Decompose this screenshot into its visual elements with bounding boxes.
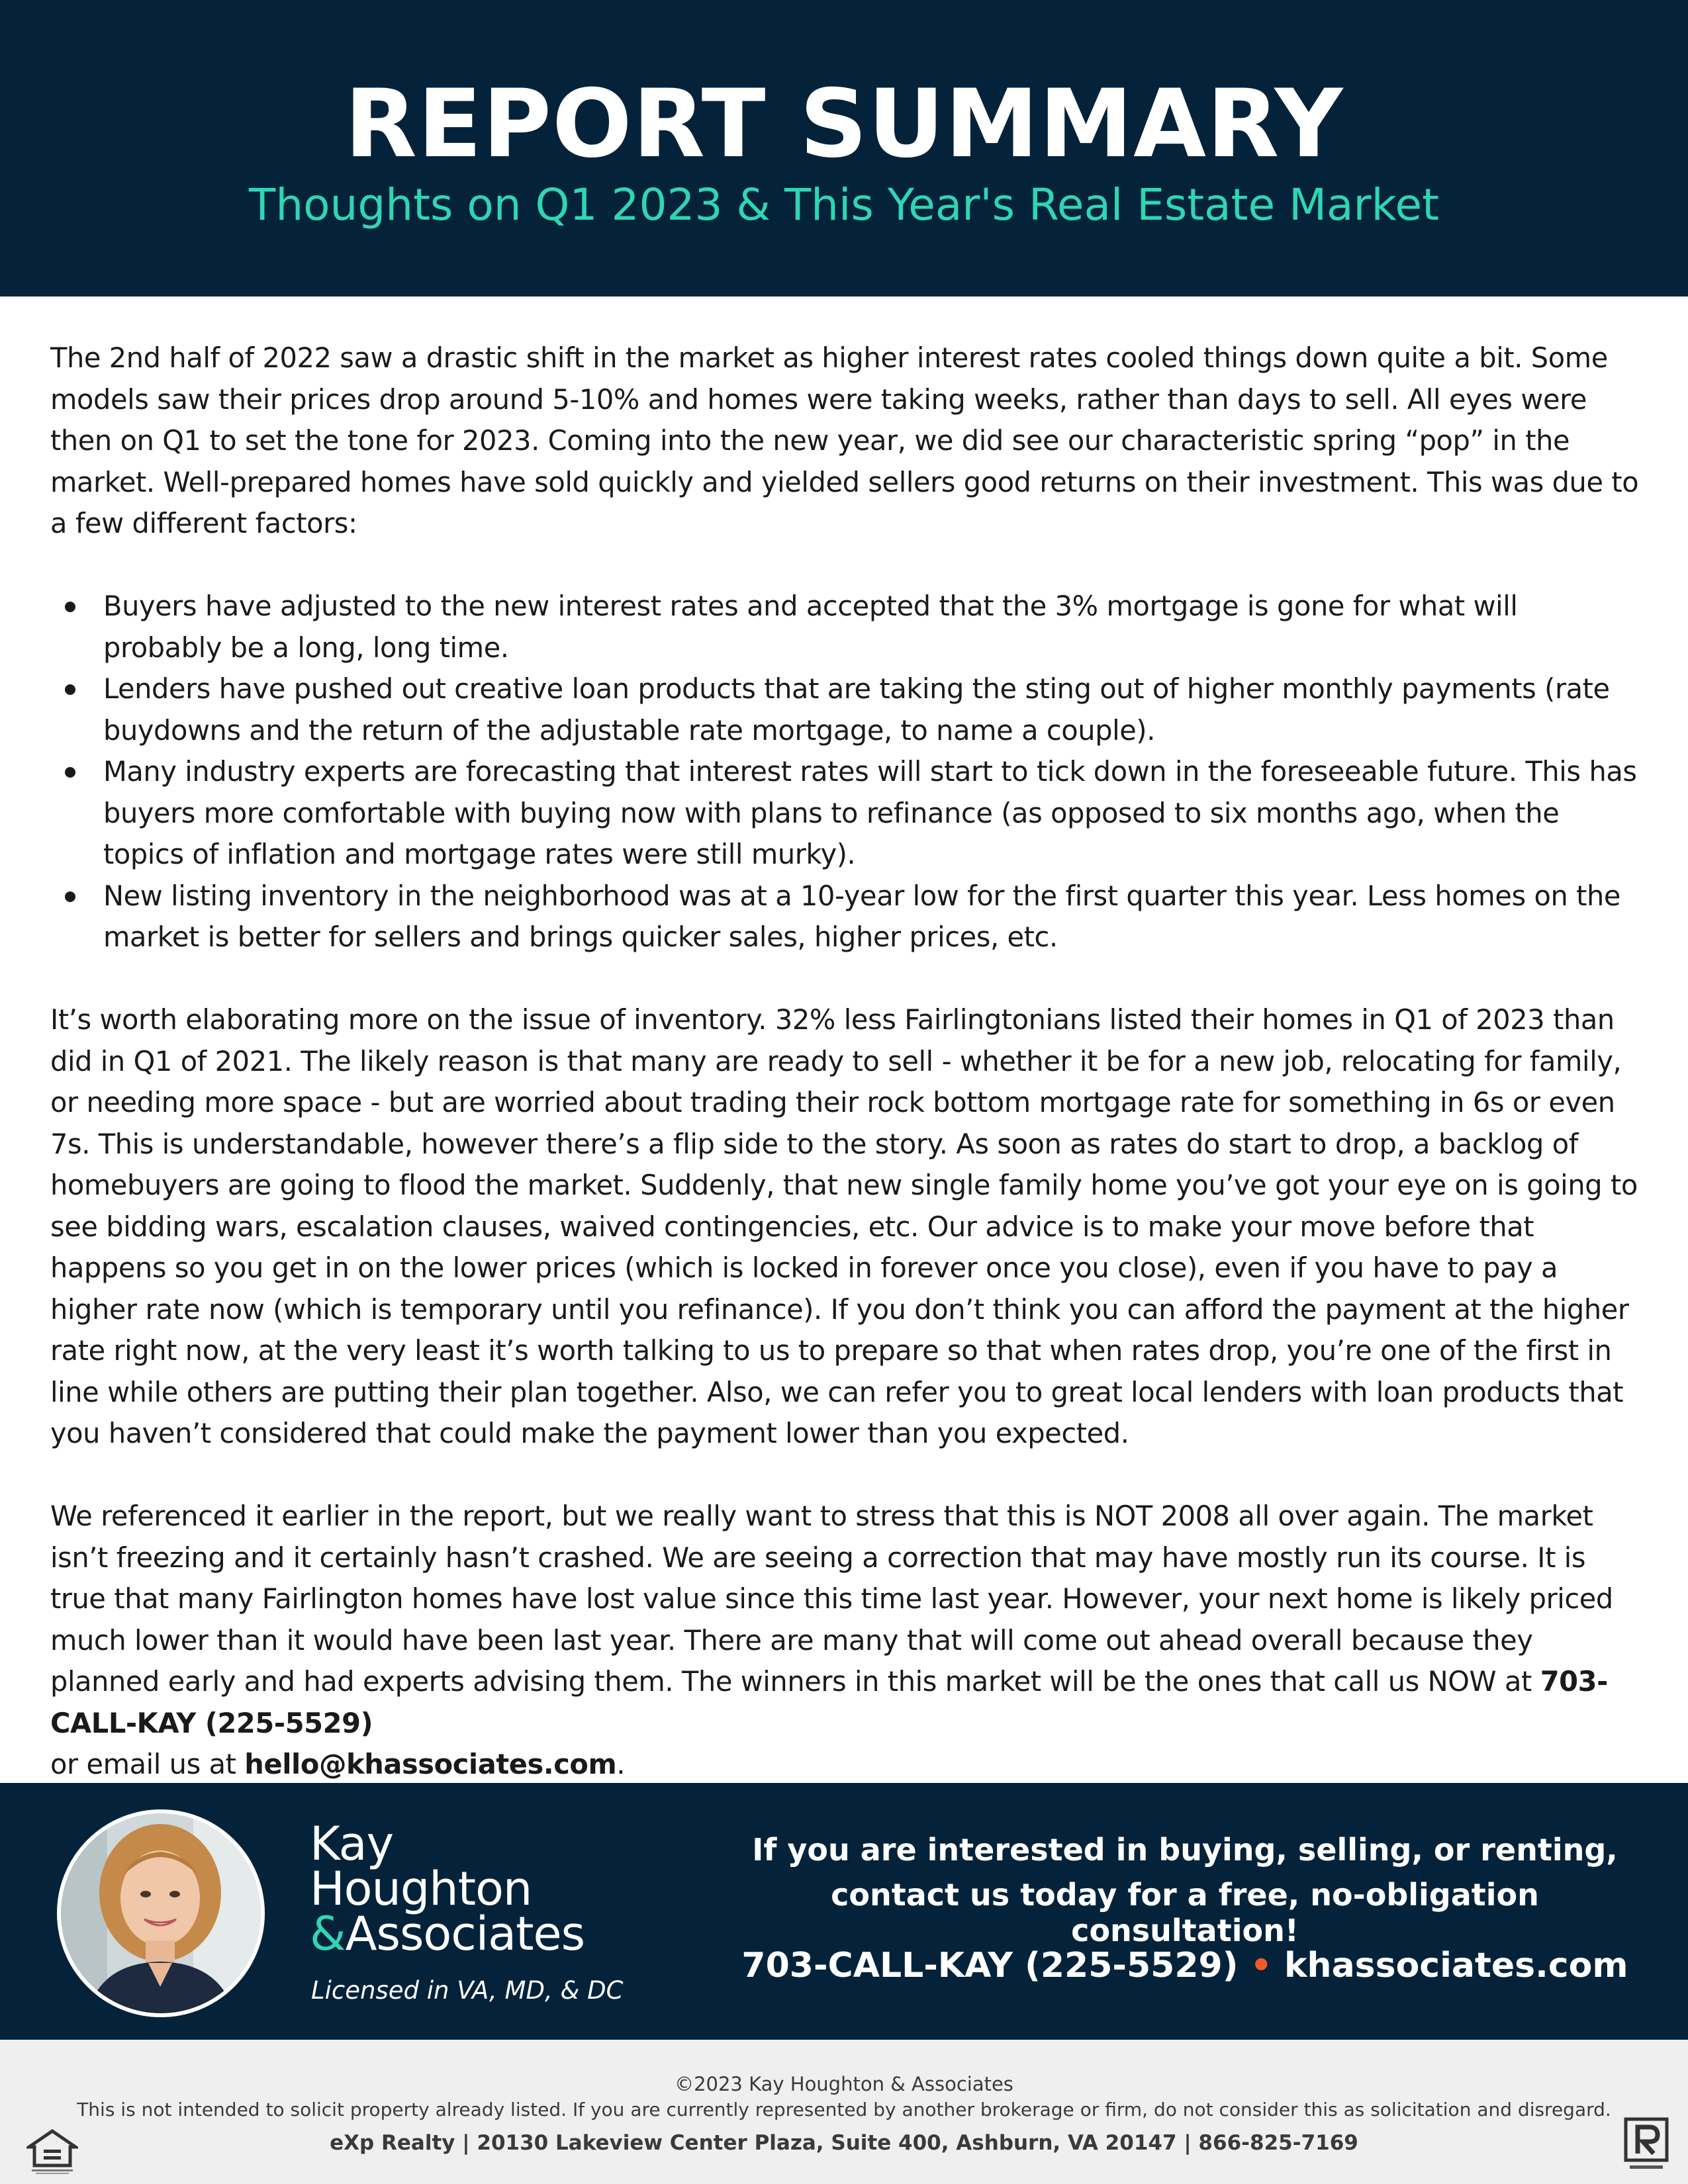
logo-line-houghton: Houghton: [310, 1862, 532, 1916]
brokerage-address: eXp Realty | 20130 Lakeview Center Plaza, Suite 400, Ashburn, VA 20147 | 866-825-7169: [330, 2131, 1358, 2155]
logo-line-associates: [310, 1907, 585, 1961]
company-logo: [310, 1817, 585, 1961]
equal-housing-opportunity-icon: [26, 2128, 78, 2176]
bullet-icon: [65, 602, 75, 612]
logo-ampersand: &: [310, 1907, 346, 1961]
licensed-note: Licensed in VA, MD, & DC: [311, 1976, 624, 2005]
list-item-text: Lenders have pushed out creative loan products that are taking the sting out of higher monthly payments (rate buydowns and the return of the adjustable rate mortgage, to name a couple).: [103, 672, 1610, 747]
disclaimer-text: This is not intended to solicit property already listed. If you are currently represented by another brokerage or firm, do not consider this as solicitation and disregard.: [77, 2099, 1611, 2120]
bullet-icon: [65, 684, 75, 695]
report-body: [50, 338, 1639, 1827]
list-item: [50, 876, 1639, 958]
list-item-text: Many industry experts are forecasting that interest rates will start to tick down in the foreseeable future. This has buyers more comfortable with buying now with plans to refinance (as opposed to six months ago, when the topics of inflation and mortgage rates were still murky).: [103, 755, 1637, 870]
inventory-paragraph: It’s worth elaborating more on the issue of inventory. 32% less Fairlingtonians listed their homes in Q1 of 2023 than did in Q1 of 2021. The likely reason is that many are ready to sell - whether it be for a new job, relocating for family, or needing more space - but are worried about trading their rock bottom mortgage rate for something in 6s or even 7s. This is understandable, however there’s a flip side to the story. As soon as rates do start to drop, a backlog of homebuyers are going to flood the market. Suddenly, that new single family home you’ve got your eye on is going to see bidding wars, escalation clauses, waived contingencies, etc. Our advice is to make your move before that happens so you get in on the lower prices (which is locked in forever once you close), even if you have to pay a higher rate now (which is temporary until you refinance). If you don’t think you can afford the payment at the higher rate right now, at the very least it’s worth talking to us to prepare so that when rates drop, you’re one of the first in line while others are putting their plan together. Also, we can refer you to great local lenders with loan products that you haven’t considered that could make the payment lower than you expected.: [50, 1003, 1638, 1449]
agent-portrait-icon: [61, 1813, 261, 2013]
realtor-logo-icon: [1623, 2116, 1669, 2173]
intro-paragraph: The 2nd half of 2022 saw a drastic shift in the market as higher interest rates cooled things down quite a bit. Some models saw their prices drop around 5-10% and homes were taking weeks, rather than days to sell. All eyes were then on Q1 to set the tone for 2023. Coming into the new year, we did see our characteristic spring “pop” in the market. Well-prepared homes have sold quickly and yielded sellers good returns on their investment. This was due to a few different factors:: [50, 341, 1639, 539]
list-item-text: New listing inventory in the neighborhood was at a 10-year low for the first quarter this year. Less homes on the market is better for sellers and brings quicker sales, higher prices, etc.: [103, 879, 1621, 953]
list-item-text: Buyers have adjusted to the new interest rates and accepted that the 3% mortgage is gone for what will probably be a long, long time.: [103, 590, 1518, 664]
contact-line: [728, 1946, 1642, 1985]
closing-paragraph: [50, 1496, 1639, 1786]
cta-line-1: If you are interested in buying, selling, or renting,: [752, 1832, 1618, 1868]
closing-phone-link[interactable]: 703-CALL-KAY (225-5529): [50, 1665, 1608, 1739]
website-link[interactable]: khassociates.com: [1284, 1946, 1628, 1985]
avatar: [57, 1809, 265, 2017]
copyright-text: ©2023 Kay Houghton & Associates: [675, 2073, 1013, 2095]
list-item: [50, 751, 1639, 876]
closing-email-link[interactable]: hello@khassociates.com: [244, 1748, 617, 1780]
separator-dot: •: [1250, 1946, 1272, 1985]
closing-text: We referenced it earlier in the report, but we really want to stress that this is NOT 2008 all over again. The market isn’t freezing and it certainly hasn’t crashed. We are seeing a correction that may have mostly run its course. It is true that many Fairlington homes have lost value since this time last year. However, your next home is likely priced much lower than it would have been last year. There are many that will come out ahead overall because they planned early and had experts advising them. The winners in this market will be the ones that call us NOW at: [50, 1500, 1613, 1698]
footer-phone-link[interactable]: 703-CALL-KAY (225-5529): [741, 1946, 1239, 1985]
factors-list: [50, 586, 1639, 958]
page-subtitle: Thoughts on Q1 2023 & This Year's Real Estate Market: [249, 179, 1439, 230]
list-item: [50, 586, 1639, 668]
closing-email-prefix: or email us at: [50, 1748, 245, 1780]
list-item: [50, 668, 1639, 751]
logo-associates-text: Associates: [345, 1907, 585, 1961]
logo-line-kay: Kay: [310, 1817, 393, 1871]
cta-line-2: contact us today for a free, no-obligation consultation!: [831, 1877, 1539, 1948]
page-title: REPORT SUMMARY: [344, 69, 1344, 179]
closing-period: .: [616, 1748, 626, 1780]
bullet-icon: [65, 767, 75, 778]
header-banner: [0, 0, 1688, 296]
bullet-icon: [65, 891, 75, 902]
